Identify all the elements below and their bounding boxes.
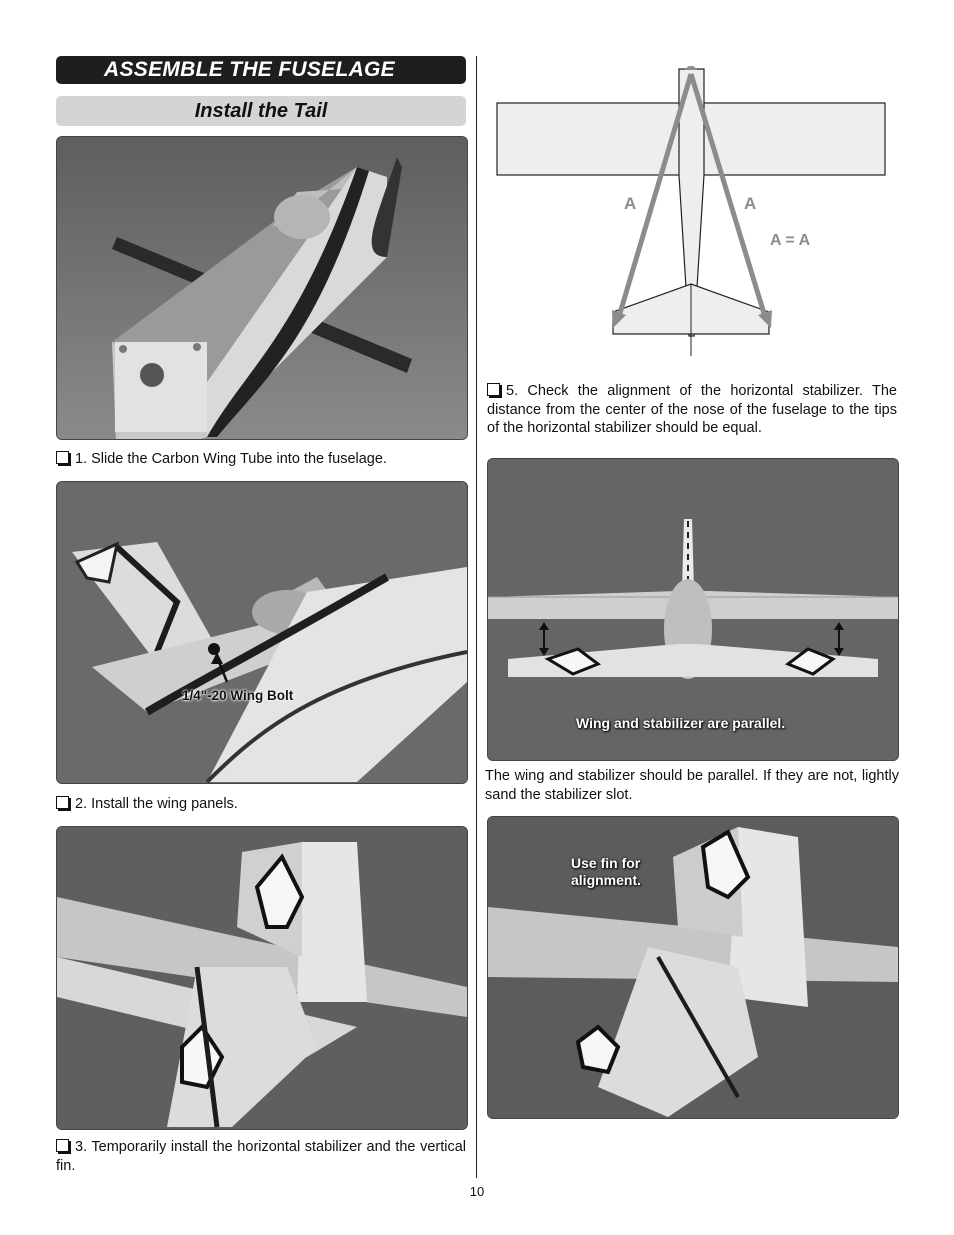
photo-wing-panels	[56, 481, 468, 784]
diagram-label-right: A	[744, 194, 757, 213]
step-2-text: 2. Install the wing panels.	[75, 796, 238, 812]
checkbox-icon[interactable]	[56, 451, 69, 464]
diagram-label-left: A	[624, 194, 637, 213]
alignment-diagram	[494, 66, 890, 362]
checkbox-icon[interactable]	[487, 383, 500, 396]
photo-fuselage-wing-tube	[56, 136, 468, 440]
photo-fin-alignment	[487, 816, 899, 1119]
parallel-caption: Wing and stabilizer are parallel.	[576, 715, 786, 731]
fin-caption-line2: alignment.	[571, 872, 642, 888]
step-3-text: 3. Temporarily install the horizontal stabilizer and the vertical fin.	[56, 1139, 466, 1174]
step-1-text: 1. Slide the Carbon Wing Tube into the fuselage.	[75, 451, 387, 467]
note-parallel: The wing and stabilizer should be parallel. If they are not, lightly sand the stabilizer slot.	[485, 768, 899, 803]
step-5	[487, 382, 897, 438]
step-3	[56, 1138, 466, 1175]
photo-stabilizer-fin	[56, 826, 468, 1130]
step-5-text: 5. Check the alignment of the horizontal stabilizer. The distance from the center of the nose of the fuselage to the tips of the horizontal stabilizer should be equal.	[487, 383, 897, 436]
checkbox-icon[interactable]	[56, 1139, 69, 1152]
step-1	[56, 450, 466, 469]
column-divider	[476, 56, 477, 1178]
checkbox-icon[interactable]	[56, 796, 69, 809]
wing-bolt-callout: 1/4"-20 Wing Bolt	[182, 688, 294, 703]
diagram-equation: A = A	[770, 232, 811, 249]
section-title: ASSEMBLE THE FUSELAGE	[56, 56, 466, 84]
subsection-title: Install the Tail	[56, 96, 466, 126]
photo-parallel-check	[487, 458, 899, 761]
fin-caption-line1: Use fin for	[571, 855, 641, 871]
step-2	[56, 795, 466, 814]
page-number: 10	[469, 1184, 485, 1199]
